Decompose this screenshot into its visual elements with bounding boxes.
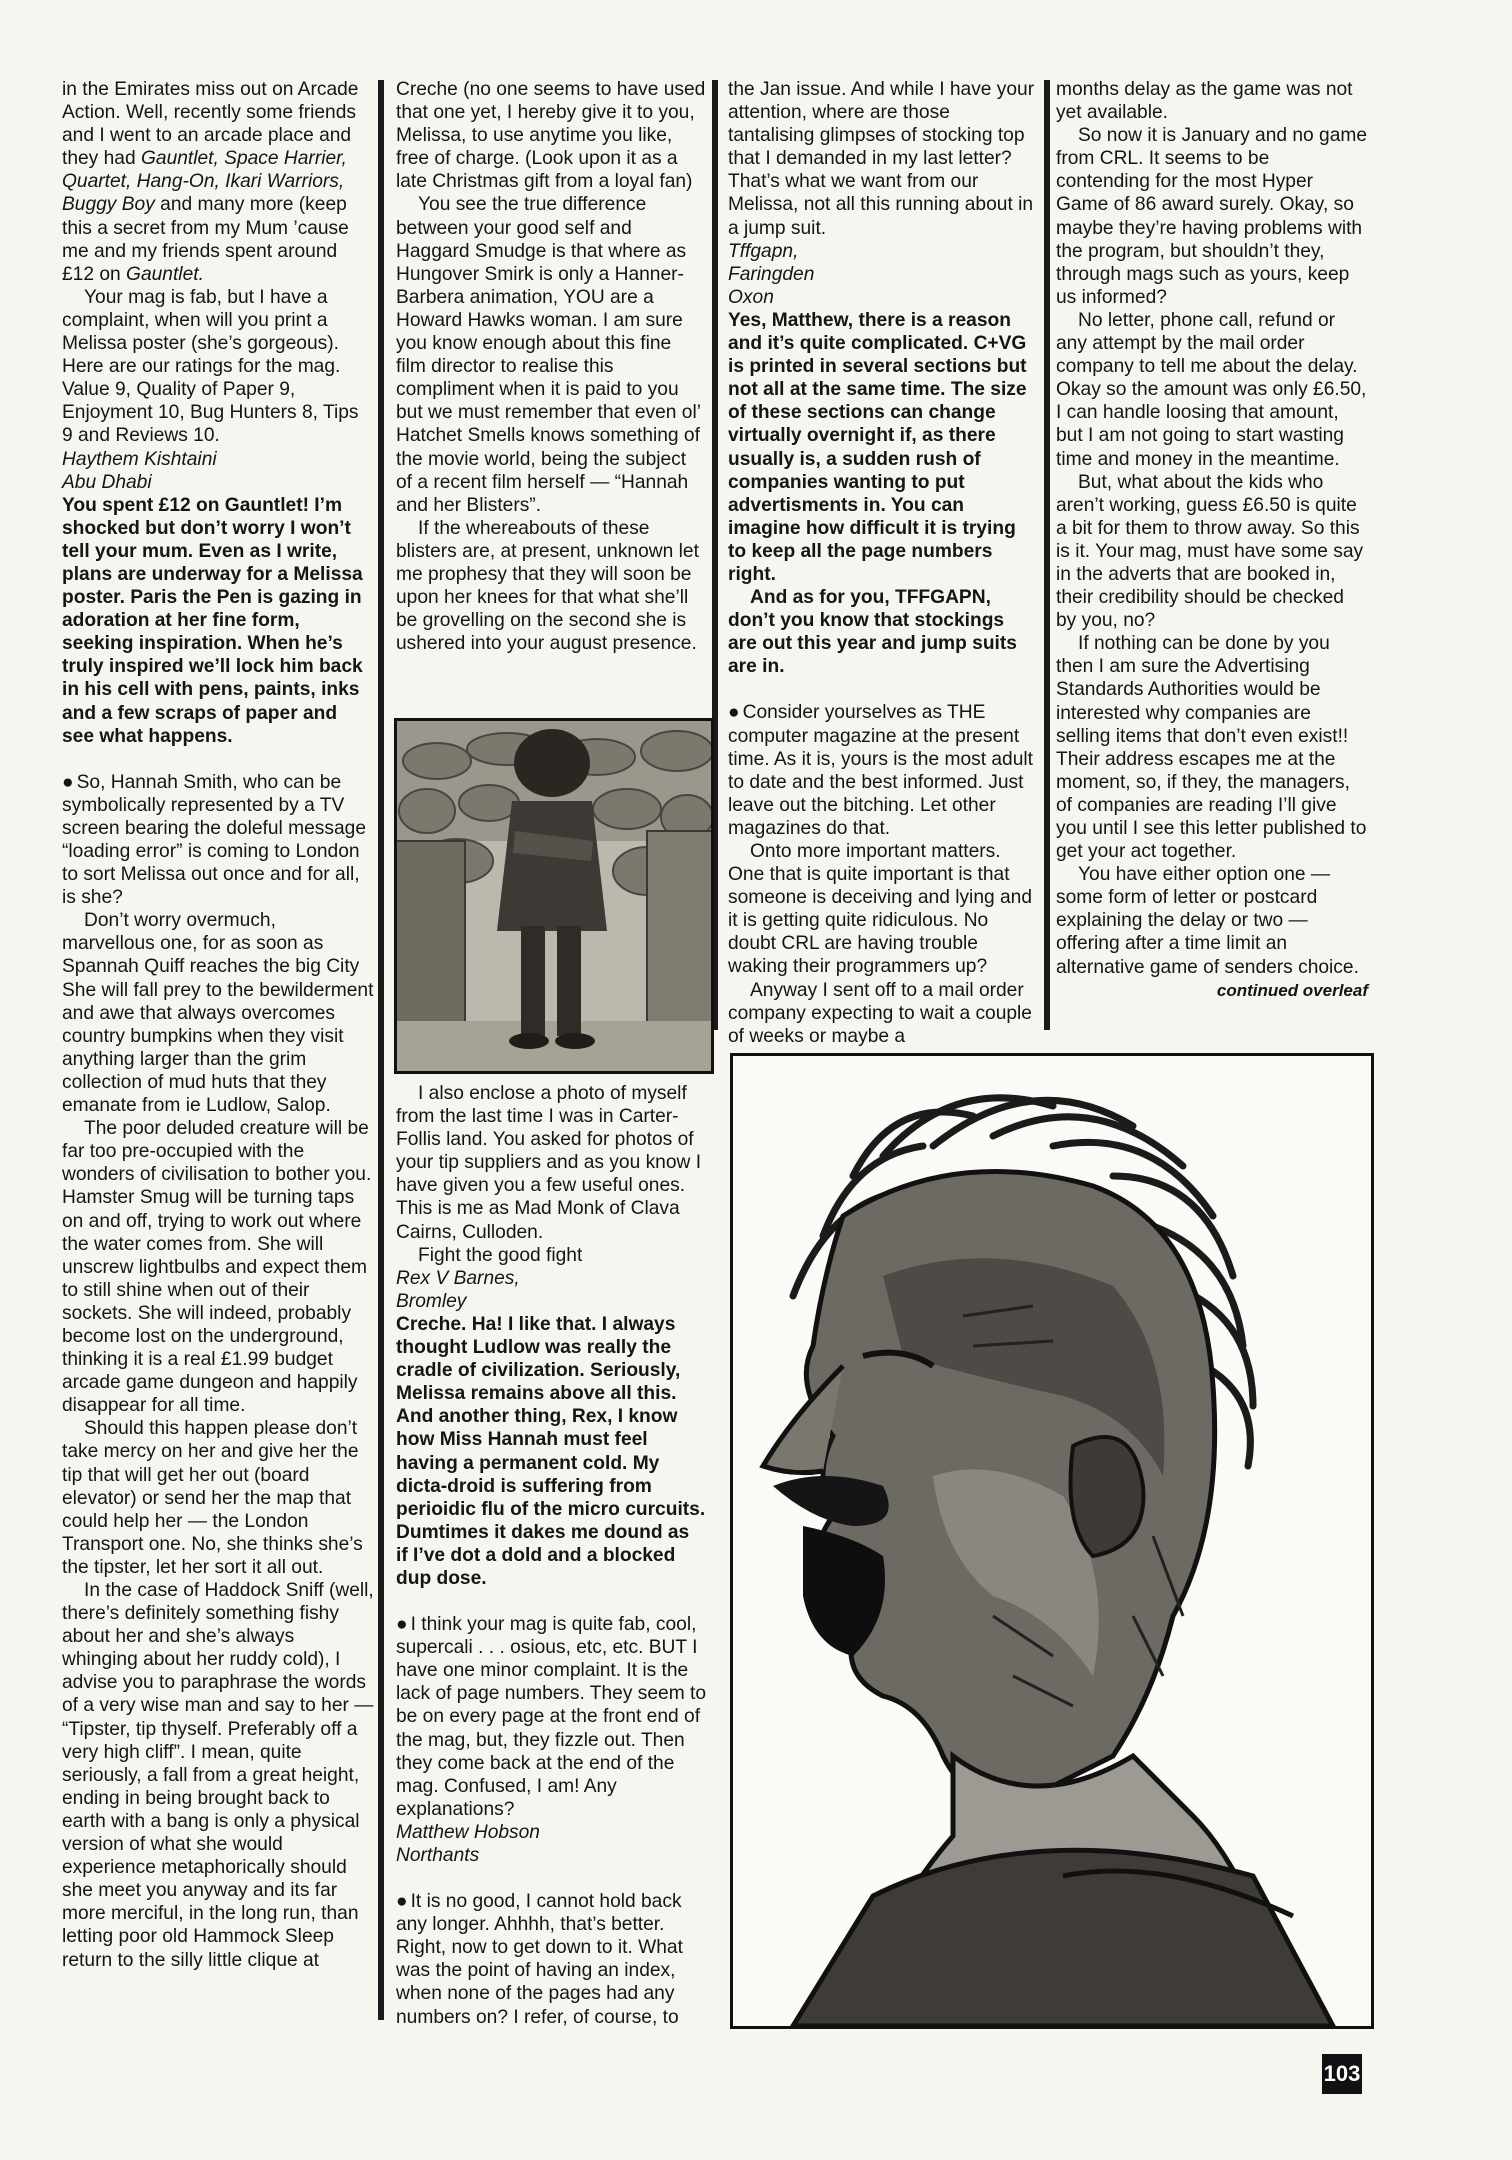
letter-paragraph: I also enclose a photo of myself from the last time I was in Carter-Follis land. You asked for photos of your tip suppliers and as you know I have given you a few useful ones. This is me as Mad Monk of Clava Cairns, Culloden.	[396, 1083, 702, 1243]
standing-stones-photo	[397, 721, 711, 1071]
letter-paragraph: months delay as the game was not yet available.	[1056, 79, 1353, 124]
shouting-man-illustration	[730, 1053, 1374, 2029]
letters-column-1	[62, 78, 374, 1972]
letter-paragraph: So now it is January and no game from CRL. It seems to be contending for the most Hyper Game of 86 award surely. Okay, so maybe they’re having problems with the program, but shouldn’t they, through mags such as yours, keep us informed?	[1056, 125, 1368, 308]
letter-paragraph: The poor deluded creature will be far too pre-occupied with the wonders of civilisation to bother you. Hamster Smug will be turning taps on and off, trying to work out where the water comes from. She will unscrew lightbulbs and expect them to still shine when out of their sockets. She will indeed, probably become lost on the underground, thinking it is a real £1.99 budget arcade game dungeon and happily disappear for all time.	[62, 1118, 372, 1417]
letter-paragraph: Should this happen please don’t take mercy on her and give her the tip that will get her out (board elevator) or send her the map that could help her — the London Transport one. No, she thinks she’s the tipster, let her sort it all out.	[62, 1418, 363, 1578]
signature-place: Oxon	[728, 286, 774, 308]
letter-paragraph: You have either option one — some form of letter or postcard explaining the delay or two — offering after a time limit an alternative game of senders choice.	[1056, 864, 1359, 978]
letter-paragraph: But, what about the kids who aren’t working, guess £6.50 is quite a bit for them to throw away. So this is it. Your mag, must have some say in the adverts that are booked in, their credibility should be checked by you, no?	[1056, 471, 1364, 632]
letter-paragraph: the Jan issue. And while I have your attention, where are those tantalising glimpses of stocking top that I demanded in my last letter? That’s what we want from our Melissa, not all this running about in a jump suit.	[728, 79, 1035, 239]
signature-place: Abu Dhabi	[62, 471, 152, 493]
game-titles: Gauntlet, Space Harrier, Quartet, Hang-On, Ikari Warriors, Buggy Boy	[62, 148, 347, 216]
signature-name: Rex V Barnes,	[396, 1267, 520, 1289]
letter-paragraph: In the case of Haddock Sniff (well, there’s definitely something fishy about her and she’s always whinging about her ruddy cold), I advise you to paraphrase the words of a very wise man and say to her — “Tipster, tip thyself. Preferably off a very high cliff”. I mean, quite seriously, a fall from a great height, ending in being brought back to earth with a bang is only a physical version of what she would experience metaphorically should she meet you anyway and its far more merciful, in the long run, than letting poor old Hammock Sleep return to the silly little clique at	[62, 1580, 374, 1971]
game-title: Gauntlet.	[126, 263, 204, 285]
letter-paragraph: No letter, phone call, refund or any attempt by the mail order company to tell me about the delay. Okay so the amount was only £6.50, I can handle loosing that amount, but I am not going to start wasting time and money in the meantime.	[1056, 309, 1367, 470]
letters-column-2	[396, 78, 706, 655]
letters-column-3	[728, 78, 1038, 1048]
signature-name: Haythem Kishtaini	[62, 448, 217, 470]
letter-text: and many more (keep this a secret from my Mum ’cause me and my friends spent around £12 on	[62, 194, 349, 285]
letter-paragraph: Creche (no one seems to have used that one yet, I hereby give it to you, Melissa, to use anytime you like, free of charge. (Look upon it as a late Christmas gift from a loyal fan)	[396, 79, 706, 193]
signature-place: Faringden	[728, 263, 815, 285]
column-rule	[378, 80, 384, 2020]
page-number: 103	[1322, 2054, 1362, 2094]
signature-name: Matthew Hobson	[396, 1821, 540, 1843]
editor-reply: And as for you, TFFGAPN, don’t you know that stockings are out this year and jump suits are in.	[728, 587, 1017, 678]
letter-paragraph: ● It is no good, I cannot hold back any longer. Ahhhh, that’s better. Right, now to get down to it. What was the point of having an index, when none of the pages had any numbers on? I refer, of course, to	[396, 1890, 706, 2029]
shouting-man-drawing	[733, 1056, 1371, 2026]
signature-place: Northants	[396, 1845, 480, 1866]
editor-reply: Yes, Matthew, there is a reason and it’s quite complicated. C+VG is printed in several sections but not all at the same time. The size of these sections can change virtually overnight if, as there usually is, a sudden rush of companies wanting to put advertisments in. You can imagine how difficult it is trying to keep all the page numbers right.	[728, 309, 1027, 585]
reader-photo	[394, 718, 714, 1074]
letters-column-4	[1056, 78, 1368, 1002]
letter-paragraph: ● So, Hannah Smith, who can be symbolically represented by a TV screen bearing the doleful message “loading error” is coming to London to sort Melissa out once and for all, is she?	[62, 771, 374, 910]
letter-paragraph: Your mag is fab, but I have a complaint, when will you print a Melissa poster (she’s gorgeous). Here are our ratings for the mag. Value 9, Quality of Paper 9, Enjoyment 10, Bug Hunters 8, Tips 9 and Reviews 10.	[62, 286, 359, 447]
editor-reply: Creche. Ha! I like that. I always thought Ludlow was really the cradle of civilization. Seriously, Melissa remains above all this. And another thing, Rex, I know how Miss Hannah must feel having a permanent cold. My dicta-droid is suffering from perioidic flu of the micro curcuits. Dumtimes it dakes me dound as if I’ve dot a dold and a blocked dup dose.	[396, 1313, 706, 1589]
continued-overleaf: continued overleaf	[1216, 980, 1368, 1000]
letter-paragraph: If the whereabouts of these blisters are, at present, unknown let me prophesy that they will soon be upon her knees for that what she’ll be grovelling on the second she is ushered into your august presence.	[396, 517, 699, 655]
column-rule	[1044, 80, 1050, 1030]
letter-paragraph: Onto more important matters. One that is quite important is that someone is deceiving and lying and it is getting quite ridiculous. No doubt CRL are having trouble waking their programmers up?	[728, 841, 1033, 978]
signature-name: Tffgapn,	[728, 240, 799, 262]
letter-paragraph: Anyway I sent off to a mail order company expecting to wait a couple of weeks or maybe a	[728, 979, 1032, 1047]
letters-column-2-continued	[396, 1082, 706, 2029]
letter-paragraph: Fight the good fight	[418, 1244, 583, 1266]
letter-paragraph: You see the true difference between your good self and Haggard Smudge is that where as Hungover Smirk is only a Hanner-Barbera animation, YOU are a Howard Hawks woman. I am sure you know enough about this fine film director to realise this compliment when it is paid to you but we must remember that even ol’ Hatchet Smells knows something of the movie world, being the subject of a recent film herself — “Hannah and her Blisters”.	[396, 194, 701, 516]
letter-text: in the Emirates miss out on Arcade Action. Well, recently some friends and I went to an arcade place and they had	[62, 79, 359, 170]
letter-paragraph: ● I think your mag is quite fab, cool, supercali . . . osious, etc, etc. BUT I have one minor complaint. It is the lack of page numbers. They seem to be on every page at the front end of the mag, but, they fizzle out. Then they come back at the end of the mag. Confused, I am! Any explanations?	[396, 1613, 706, 1821]
letter-paragraph: Don’t worry overmuch, marvellous one, for as soon as Spannah Quiff reaches the big City She will fall prey to the bewilderment and awe that always overcomes country bumpkins when they visit anything larger than the grim collection of mud huts that they emanate from ie Ludlow, Salop.	[62, 910, 374, 1117]
letter-paragraph: ● Consider yourselves as THE computer magazine at the present time. As it is, yours is the most adult to date and the best informed. Just leave out the bitching. Let other magazines do that.	[728, 701, 1038, 840]
letter-paragraph: If nothing can be done by you then I am sure the Advertising Standards Authorities would be interested why companies are selling items that don’t even exist!! Their address escapes me at the moment, so, if they, the managers, of companies are reading I’ll give you until I see this letter published to get your act together.	[1056, 633, 1367, 863]
editor-reply: You spent £12 on Gauntlet! I’m shocked but don’t worry I won’t tell your mum. Even as I write, plans are underway for a Melissa poster. Paris the Pen is gazing in adoration at her fine form, seeking inspiration. When he’s truly inspired we’ll lock him back in his cell with pens, paints, inks and a few scraps of paper and see what happens.	[62, 494, 363, 747]
signature-place: Bromley	[396, 1290, 467, 1312]
